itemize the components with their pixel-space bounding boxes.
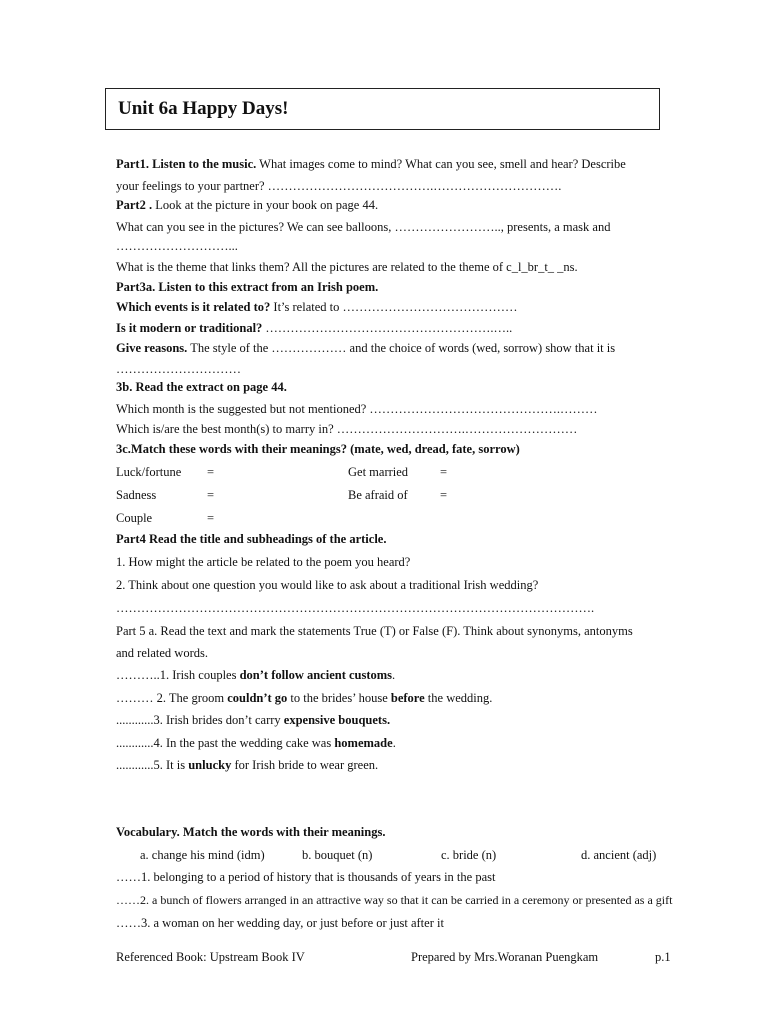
part3b-q1: Which month is the suggested but not mentioned? ……………………………………….……… <box>116 402 598 416</box>
part3a-q3-text: The style of the ……………… and the choice of words (wed, sorrow) show that it is <box>187 341 616 355</box>
part2-text: Look at the picture in your book on page 44. <box>152 198 379 212</box>
statement-5-bold: unlucky <box>188 758 232 772</box>
part3a-heading-text: Part3a. Listen to this extract from an Irish poem. <box>116 280 379 294</box>
part4-q2: 2. Think about one question you would like to ask about a traditional Irish wedding? <box>116 578 539 592</box>
part5-intro1: Part 5 a. Read the text and mark the statements True (T) or False (F). Think about synonyms, antonyms <box>116 624 633 638</box>
match-equals: = <box>207 465 215 479</box>
match-equals: = <box>207 488 215 502</box>
statement-4 <box>116 737 396 750</box>
vocab-heading <box>116 826 385 839</box>
part1-line2: your feelings to your partner? ………………………………….…………………………. <box>116 179 562 193</box>
part1-heading: Part1. Listen to the music. <box>116 157 257 171</box>
match-left-2: Sadness <box>116 488 157 502</box>
statement-1 <box>116 669 395 682</box>
part3b-heading <box>116 381 287 394</box>
vocab-meaning-2: ……2. a bunch of flowers arranged in an attractive way so that it can be carried in a ceremony or presented as a gift <box>116 893 673 907</box>
part3b-heading-text: 3b. Read the extract on page 44. <box>116 380 287 394</box>
statement-3-pre: ............3. Irish brides don’t carry <box>116 713 284 727</box>
part2-heading: Part2 . <box>116 198 153 212</box>
match-left-3: Couple <box>116 511 153 525</box>
statement-2-pre: ……… 2. The groom <box>116 691 228 705</box>
part3a-q3-line2: ………………………… <box>116 362 241 376</box>
statement-5 <box>116 759 378 772</box>
statement-4-bold: homemade <box>334 736 393 750</box>
statement-1-pre: ………..1. Irish couples <box>116 668 240 682</box>
part2-line <box>116 199 378 212</box>
vocab-option-d: d. ancient (adj) <box>581 848 657 862</box>
footer-reference: Referenced Book: Upstream Book IV <box>116 950 305 964</box>
part3c-heading <box>116 443 520 456</box>
footer-prepared-by: Prepared by Mrs.Woranan Puengkam <box>411 950 599 964</box>
title-box <box>105 88 660 130</box>
statement-5-post: for Irish bride to wear green. <box>231 758 379 772</box>
part3a-q1 <box>116 301 517 314</box>
statement-1-bold: don’t follow ancient customs <box>239 668 393 682</box>
statement-5-pre: ............5. It is <box>116 758 189 772</box>
part4-dots: ……………………………………………………………………………………………………. <box>116 601 595 615</box>
part2-line2: What can you see in the pictures? We can see balloons, …………………….., presents, a mask and <box>116 220 611 234</box>
part1-line <box>116 158 626 171</box>
part3a-q3 <box>116 342 615 355</box>
part3a-q2-bold: Is it modern or traditional? <box>116 321 263 335</box>
vocab-option-b: b. bouquet (n) <box>302 848 373 862</box>
page-title: Unit 6a Happy Days! <box>118 98 289 119</box>
statement-2-bold1: couldn’t go <box>227 691 288 705</box>
vocab-option-a: a. change his mind (idm) <box>140 848 265 862</box>
part3a-q2 <box>116 322 512 335</box>
part3a-q1-bold: Which events is it related to? <box>116 300 271 314</box>
statement-2 <box>116 692 492 705</box>
statement-2-bold2: before <box>390 691 425 705</box>
vocab-meaning-1: ……1. belonging to a period of history that is thousands of years in the past <box>116 870 496 884</box>
part3a-q3-bold: Give reasons. <box>116 341 188 355</box>
part3a-q1-text: It’s related to …………………………………… <box>270 300 518 314</box>
part4-heading-text: Part4 Read the title and subheadings of the article. <box>116 532 387 546</box>
part3a-heading <box>116 281 378 294</box>
statement-4-pre: ............4. In the past the wedding cake was <box>116 736 335 750</box>
match-right-1: Get married <box>348 465 409 479</box>
statement-3 <box>116 714 390 727</box>
statement-3-bold: expensive bouquets. <box>283 713 391 727</box>
vocab-option-c: c. bride (n) <box>441 848 497 862</box>
vocab-heading-text: Vocabulary. Match the words with their meanings. <box>116 825 386 839</box>
match-equals: = <box>440 465 448 479</box>
statement-2-mid: to the brides’ house <box>287 691 391 705</box>
match-left-1: Luck/fortune <box>116 465 182 479</box>
footer-page-number: p.1 <box>655 950 671 964</box>
statement-2-post: the wedding. <box>424 691 493 705</box>
part5-intro2: and related words. <box>116 646 208 660</box>
match-equals: = <box>207 511 215 525</box>
part4-heading <box>116 533 386 546</box>
part3b-q2: Which is/are the best month(s) to marry in? ………………………….……………………… <box>116 422 578 436</box>
part3a-q2-text: ……………………………………………….….. <box>262 321 513 335</box>
statement-4-post: . <box>392 736 396 750</box>
part2-line3: ………………………... <box>116 239 238 253</box>
statement-1-post: . <box>392 668 396 682</box>
part4-q1: 1. How might the article be related to the poem you heard? <box>116 555 411 569</box>
part3c-heading-text: 3c.Match these words with their meanings? (mate, wed, dread, fate, sorrow) <box>116 442 520 456</box>
part2-line4: What is the theme that links them? All the pictures are related to the theme of c_l_br_t_ _ns. <box>116 260 578 274</box>
match-right-2: Be afraid of <box>348 488 408 502</box>
match-equals: = <box>440 488 448 502</box>
part1-text: What images come to mind? What can you see, smell and hear? Describe <box>256 157 626 171</box>
vocab-meaning-3: ……3. a woman on her wedding day, or just before or just after it <box>116 916 444 930</box>
